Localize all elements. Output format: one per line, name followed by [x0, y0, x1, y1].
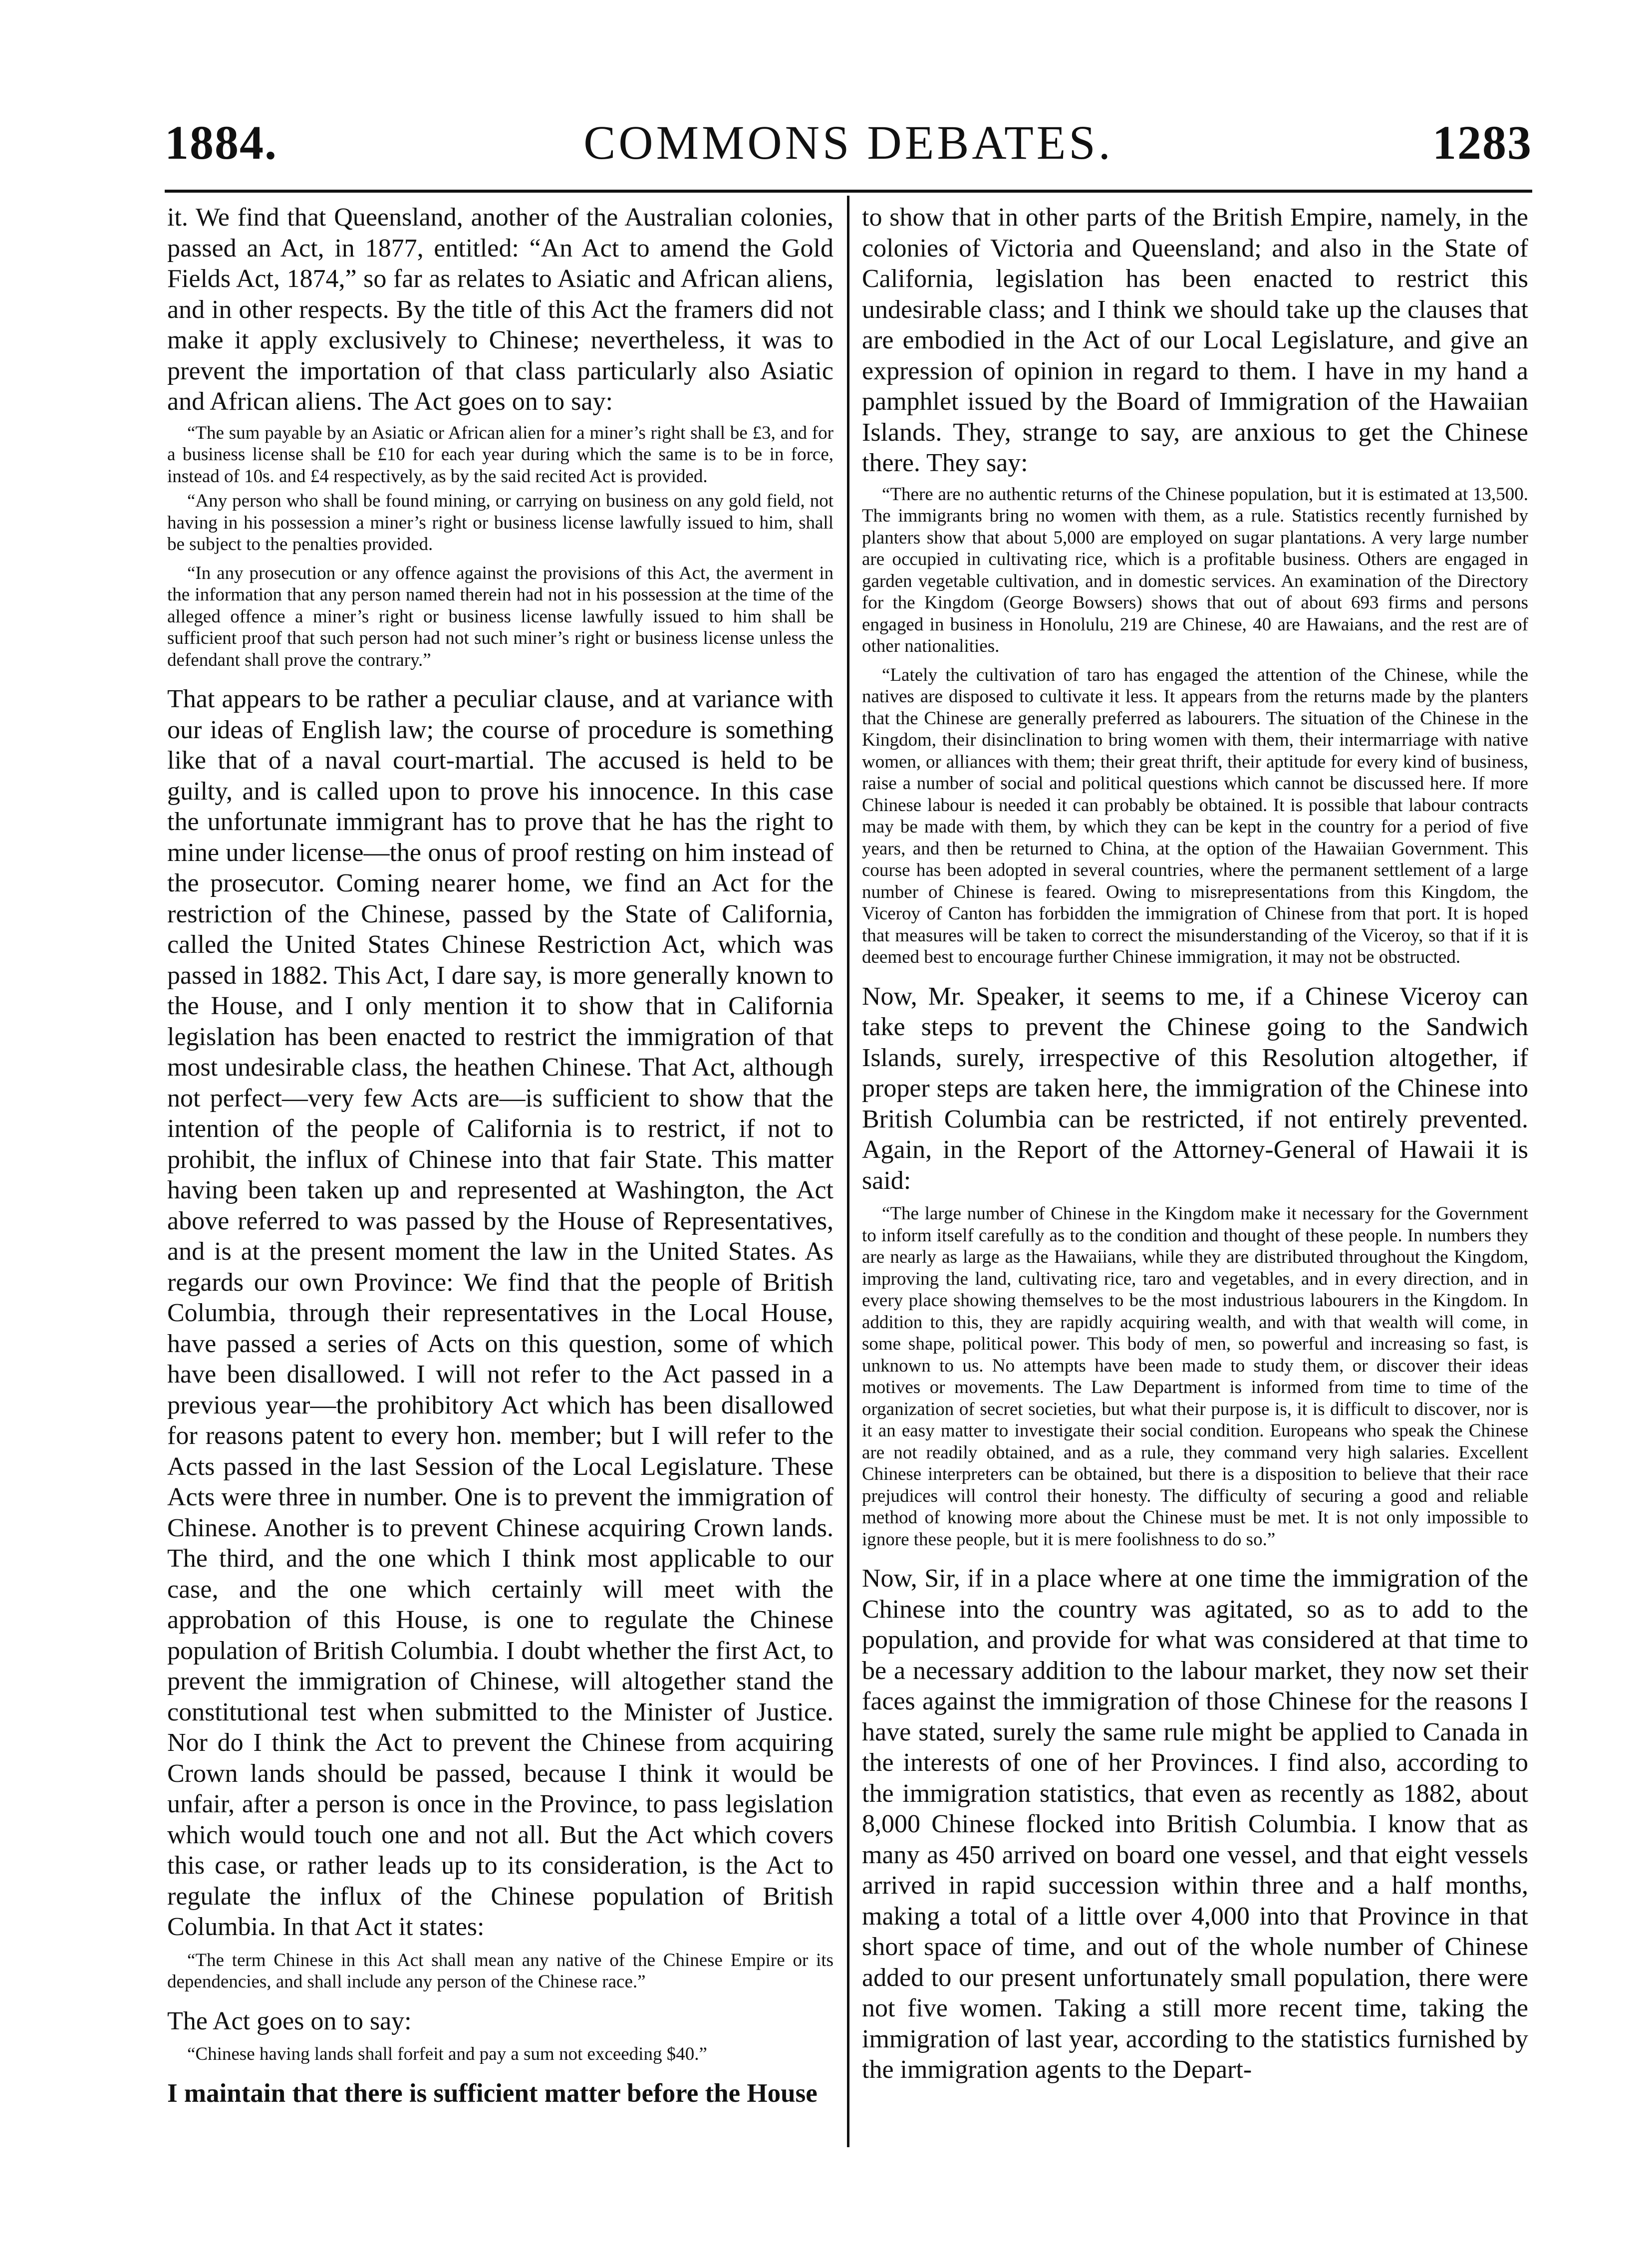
right-quote-1a: “There are no authentic returns of the Chinese population, but it is estimated at 13,500. The immigrants bring no women with them, as a rule. Statistics recently furnished by planters show that about 5,000 are employed on sugar plantations. A very large number are occupied in cultivating rice, which is a profitable business. Others are engaged in garden vegetable cultivation, and in domestic services. An examination of the Directory for the Kingdom (George Bowsers) shows that out of about 693 firms and persons engaged in business in Honolulu, 219 are Chinese, 40 are Hawaians, and the rest are of other nationalities.: [862, 484, 1528, 656]
left-column: [167, 202, 833, 2139]
header-rule: [165, 190, 1532, 193]
left-quote-1b: “Any person who shall be found mining, or carrying on business on any gold field, not having in his possession a miner’s right or business license lawfully issued to him, shall be subject to the penalties provided.: [167, 491, 833, 555]
left-quote-1a: “The sum payable by an Asiatic or African alien for a miner’s right shall be £3, and for a business license shall be £10 for each year during which the same is to be in force, instead of 10s. and £4 respectively, as by the said recited Act is provided.: [167, 422, 833, 487]
page-header: [165, 116, 1532, 184]
right-quote-2: “The large number of Chinese in the Kingdom make it necessary for the Government to inform itself carefully as to the condition and thought of these people. In numbers they are nearly as large as the Hawaiians, while they are distributed throughout the Kingdom, improving the land, cultivating rice, taro and vegetables, and in every direction, and in every place showing themselves to be the most industrious labourers in the Kingdom. In addition to this, they are rapidly acquiring wealth, and with that wealth will come, in some shape, political power. This body of men, so powerful and increasing so fast, is unknown to us. No attempts have been made to study them, or discover their ideas motives or movements. The Law Department is informed from time to time of the organization of secret societies, but what their purpose is, it is difficult to discover, nor is it an easy matter to investigate their social condition. Europeans who speak the Chinese are not readily obtained, and as a rule, they command very high salaries. Excellent Chinese interpreters can be obtained, but there is a disposition to believe that their race prejudices will control their honesty. The difficulty of securing a good and reliable method of knowing more about the Chinese must be met. It is not only impossible to ignore these people, but it is mere foolishness to do so.”: [862, 1203, 1528, 1550]
left-paragraph-1: it. We find that Queensland, another of the Australian colonies, passed an Act, in 1877, entitled: “An Act to amend the Gold Fields Act, 1874,” so far as relates to Asiatic and African aliens, and in other respects. By the title of this Act the framers did not make it apply exclusively to Chinese; nevertheless, it was to prevent the importation of that class particularly also Asiatic and African aliens. The Act goes on to say:: [167, 203, 833, 416]
right-paragraph-2: Now, Mr. Speaker, it seems to me, if a Chinese Viceroy can take steps to prevent the Chinese going to the Sandwich Islands, surely, irrespective of this Resolution altogether, if proper steps are taken here, the immigration of the Chinese into British Columbia can be restricted, if not entirely prevented. Again, in the Report of the Attorney-General of Hawaii it is said:: [862, 982, 1528, 1195]
publication-title: COMMONS DEBATES.: [583, 116, 1113, 169]
header-year: 1884.: [165, 116, 277, 169]
left-quote-3: “Chinese having lands shall forfeit and pay a sum not exceeding $40.”: [187, 2044, 707, 2064]
page-number: 1283: [1432, 116, 1532, 169]
column-divider: [847, 196, 849, 2147]
left-quote-2: “The term Chinese in this Act shall mean any native of the Chinese Empire or its dependencies, and shall include any person of the Chinese race.”: [167, 1950, 833, 1992]
right-column: [862, 202, 1528, 2139]
right-quote-1b: “Lately the cultivation of taro has engaged the attention of the Chinese, while the natives are disposed to cultivate it less. It appears from the returns made by the planters that the Chinese are generally preferred as labourers. The situation of the Chinese in the Kingdom, their disinclination to bring women with them, their intermarriage with native women, or alliances with them; their great thrift, their aptitude for every kind of business, raise a number of social and political questions which cannot be discussed here. If more Chinese labour is needed it can probably be obtained. It is possible that labour contracts may be made with them, by which they can be kept in the country for a period of five years, and then be returned to China, at the option of the Hawaiian Government. This course has been adopted in several countries, where the permanent settlement of a large number of Chinese is feared. Owing to misrepresentations from this Kingdom, the Viceroy of Canton has forbidden the immigration of Chinese from that port. It is hoped that measures will be taken to correct the misunderstanding of the Viceroy, so that if it is deemed best to encourage further Chinese immigration, it may not be obstructed.: [862, 664, 1528, 967]
right-paragraph-1: to show that in other parts of the British Empire, namely, in the colonies of Victoria and Queensland; and also in the State of California, legislation has been enacted to restrict this undesirable class; and I think we should take up the clauses that are embodied in the Act of our Local Legislature, and give an expression of opinion in regard to them. I have in my hand a pamphlet issued by the Board of Immigration of the Hawaiian Islands. They, strange to say, are anxious to get the Chinese there. They say:: [862, 203, 1528, 477]
right-paragraph-3: Now, Sir, if in a place where at one time the immigration of the Chinese into the country was agitated, so as to add to the population, and provide for what was considered at that time to be a necessary addition to the labour market, they now set their faces against the immigration of those Chinese for the reasons I have stated, surely the same rule might be applied to Canada in the interests of one of her Provinces. I find also, according to the immigration statistics, that even as recently as 1882, about 8,000 Chinese flocked into British Columbia. I know that as many as 450 arrived on board one vessel, and that eight vessels arrived in rapid succession within three and a half months, making a total of a little over 4,000 into that Province in that short space of time, and out of the whole number of Chinese added to our present unfortunately small population, there were not five women. Taking a still more recent time, taking the immigration of last year, according to the statistics furnished by the immigration agents to the Depart-: [862, 1564, 1528, 2084]
left-quote-1c: “In any prosecution or any offence against the provisions of this Act, the averment in the information that any person named therein had not in his possession at the time of the alleged offence a miner’s right or business license lawfully issued to him shall be sufficient proof that such person had not such miner’s right or business license unless the defendant shall prove the contrary.”: [167, 563, 833, 670]
left-paragraph-2: That appears to be rather a peculiar clause, and at variance with our ideas of English law; the course of procedure is something like that of a naval court-martial. The accused is held to be guilty, and is called upon to prove his innocence. In this case the unfortunate immigrant has to prove that he has the right to mine under license—the onus of proof resting on him instead of the prosecutor. Coming nearer home, we find an Act for the restriction of the Chinese, passed by the State of California, called the United States Chinese Restriction Act, which was passed in 1882. This Act, I dare say, is more generally known to the House, and I only mention it to show that in California legislation has been enacted to restrict the immigration of that most undesirable class, the heathen Chinese. That Act, although not perfect—very few Acts are—is sufficient to show that the intention of the people of California is to restrict, if not to prohibit, the influx of Chinese into that fair State. This matter having been taken up and represented at Washington, the Act above referred to was passed by the House of Representatives, and is at the present moment the law in the United States. As regards our own Province: We find that the people of British Columbia, through their representatives in the Local House, have passed a series of Acts on this question, some of which have been disallowed. I will not refer to the Act passed in a previous year—the prohibitory Act which has been disallowed for reasons patent to every hon. member; but I will refer to the Acts passed in the last Session of the Local Legislature. These Acts were three in number. One is to prevent the immigration of Chinese. Another is to prevent Chinese acquiring Crown lands. The third, and the one which I think most applicable to our case, and the one which certainly will meet with the approbation of this House, is one to regulate the Chinese population of British Columbia. I doubt whether the first Act, to prevent the immigration of Chinese, will altogether stand the constitutional test when submitted to the Minister of Justice. Nor do I think the Act to prevent the Chinese from acquiring Crown lands should be passed, because I think it would be unfair, after a person is once in the Province, to pass legislation which would touch one and not all. But the Act which covers this case, or rather leads up to its consideration, is the Act to regulate the influx of the Chinese population of British Columbia. In that Act it states:: [167, 685, 833, 1941]
left-paragraph-3: The Act goes on to say:: [167, 2006, 412, 2035]
left-paragraph-4: I maintain that there is sufficient matter before the House: [167, 2078, 818, 2108]
